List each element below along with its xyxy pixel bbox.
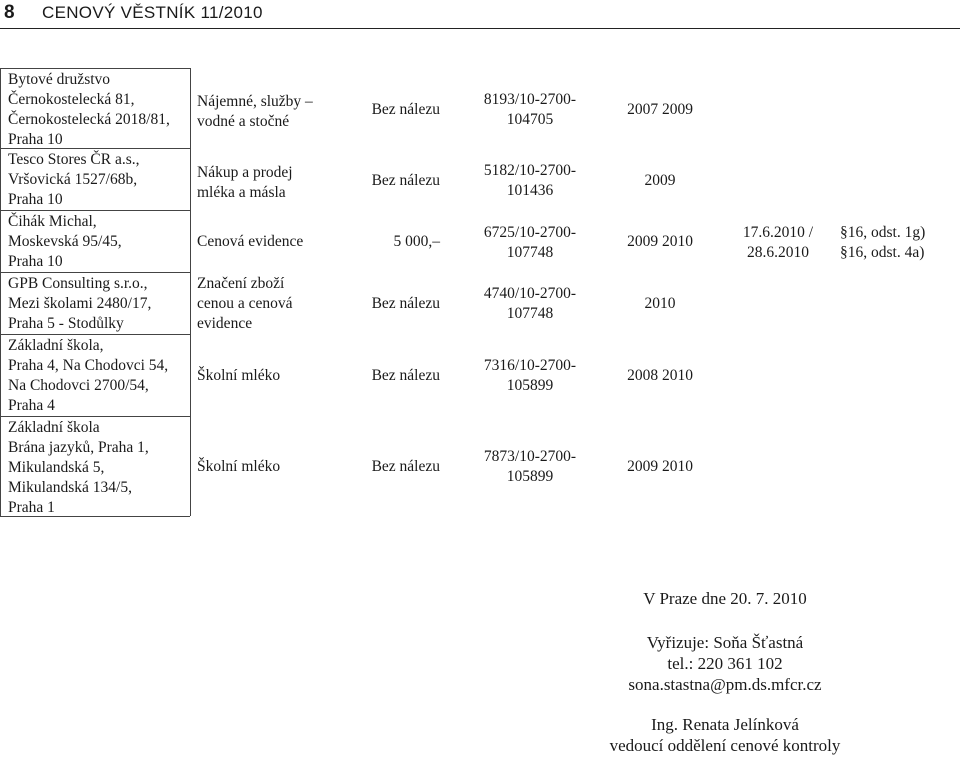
official-name: Ing. Renata Jelínková	[651, 715, 799, 734]
contact-email: sona.stastna@pm.ds.mfcr.cz	[628, 675, 822, 694]
table-row-3-subject: GPB Consulting s.r.o., Mezi školami 2480/17, Praha 5 - Stodůlky	[8, 275, 152, 332]
table-row-1-period: 2009	[644, 172, 676, 189]
table-row-2-case-number: 6725/10-2700- 107748	[483, 224, 577, 261]
table-row-4-case-number: 7316/10-2700- 105899	[483, 357, 577, 394]
column-divider	[190, 68, 191, 516]
official-position: vedoucí oddělení cenové kontroly	[609, 736, 841, 755]
table-row-0-fine: Bez nálezu	[371, 101, 440, 118]
table-row-0-subject: Bytové družstvo Černokostelecká 81, Černokostelecká 2018/81, Praha 10	[8, 71, 170, 148]
table-row-5-period: 2009 2010	[627, 458, 693, 475]
page-header	[0, 0, 960, 28]
header-rule	[0, 28, 960, 29]
table-row-1-fine: Bez nálezu	[371, 172, 440, 189]
table-row-5-subject: Základní škola Brána jazyků, Praha 1, Mikulandská 5, Mikulandská 134/5, Praha 1	[8, 419, 149, 516]
row-divider	[0, 334, 190, 335]
row-divider	[0, 416, 190, 417]
table-row-5-case-number: 7873/10-2700- 105899	[483, 448, 577, 485]
journal-title: CENOVÝ VĚSTNÍK 11/2010	[42, 3, 263, 22]
table-row-4-area: Školní mléko	[197, 367, 281, 384]
table-row-1-area: Nákup a prodej mléka a másla	[197, 164, 293, 201]
table-row-3-area: Značení zboží cenou a cenová evidence	[197, 275, 293, 332]
table-row-4-fine: Bez nálezu	[371, 367, 440, 384]
table-row-4-period: 2008 2010	[627, 367, 693, 384]
table-row-2-area: Cenová evidence	[197, 233, 304, 250]
table-row-3-fine: Bez nálezu	[371, 295, 440, 312]
table-row-5-fine: Bez nálezu	[371, 458, 440, 475]
table-row-3-period: 2010	[644, 295, 676, 312]
table-row-2-dates: 17.6.2010 / 28.6.2010	[742, 224, 814, 261]
place-date: V Praze dne 20. 7. 2010	[643, 589, 807, 608]
table-row-0-case-number: 8193/10-2700- 104705	[483, 91, 577, 128]
table-row-5-area: Školní mléko	[197, 458, 281, 475]
table-row-2-paragraphs: §16, odst. 1g) §16, odst. 4a)	[840, 224, 926, 261]
table-row-1-case-number: 5182/10-2700- 101436	[483, 162, 577, 199]
row-divider	[0, 210, 190, 211]
table-row-0-period: 2007 2009	[627, 101, 693, 118]
table-row-0-area: Nájemné, služby – vodné a stočné	[197, 93, 313, 130]
table-left-border	[0, 68, 1, 516]
table-row-2-fine: 5 000,–	[393, 233, 440, 250]
row-divider	[0, 68, 190, 69]
table-row-4-subject: Základní škola, Praha 4, Na Chodovci 54, Na Chodovci 2700/54, Praha 4	[8, 337, 169, 414]
table-row-2-subject: Čihák Michal, Moskevská 95/45, Praha 10	[8, 213, 122, 270]
handled-by: Vyřizuje: Soňa Šťastná	[646, 633, 804, 652]
table-row-1-subject: Tesco Stores ČR a.s., Vršovická 1527/68b, Praha 10	[8, 151, 140, 208]
row-divider	[0, 272, 190, 273]
signature-block	[590, 588, 860, 756]
table-row-3-case-number: 4740/10-2700- 107748	[483, 285, 577, 322]
contact-phone: tel.: 220 361 102	[667, 654, 783, 673]
page-number: 8	[4, 2, 15, 23]
table-row-2-period: 2009 2010	[627, 233, 693, 250]
